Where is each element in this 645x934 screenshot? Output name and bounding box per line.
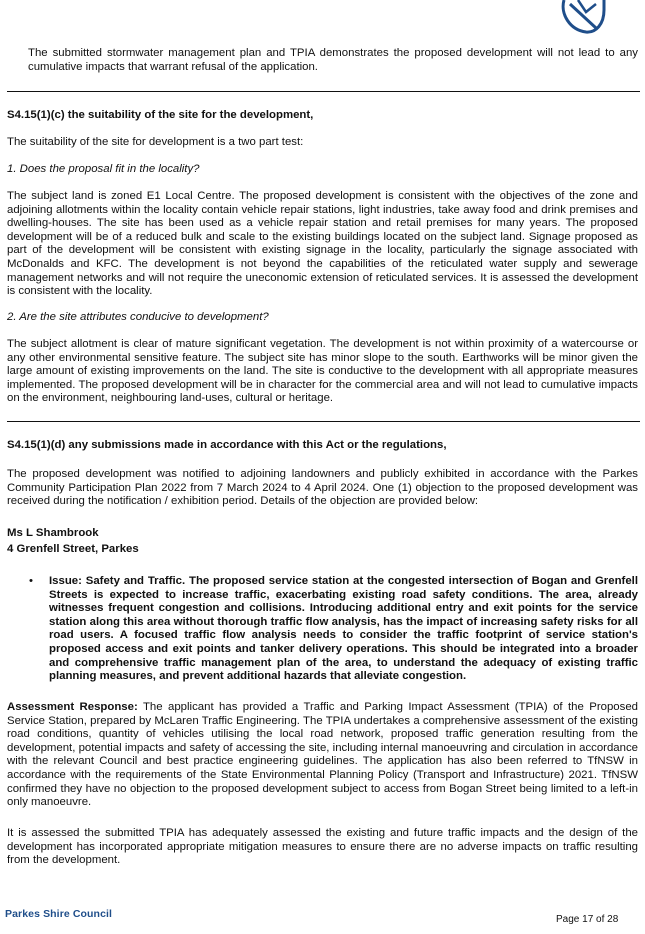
section-d-heading: S4.15(1)(d) any submissions made in accordance with this Act or the regulations, bbox=[7, 439, 447, 451]
answer-1: The subject land is zoned E1 Local Centre. The proposed development is consistent with the objectives of the zone and adjoining allotments within the locality contain vehicle repair stations, light industries, take away food and drink premises and dwelling-houses. The site has been used as a vehicle repair station and retail premises for many years. The proposed development will be of a reduced bulk and scale to the existing buildings located on the subject land. Signage proposed as part of the development will be consistent with existing signage in the locality, particularly the signage associated with McDonalds and KFC. The development is not beyond the capabilities of the reticulated water supply and sewerage management networks and will not require the uneconomic extension of reticulated services. It is assessed the development is consistent with the locality. bbox=[7, 190, 638, 298]
section-divider bbox=[7, 421, 640, 422]
submitter-address: 4 Grenfell Street, Parkes bbox=[7, 543, 139, 555]
issues-list bbox=[7, 575, 638, 684]
bullet-icon: • bbox=[29, 575, 33, 587]
section-c-lead: The suitability of the site for development is a two part test: bbox=[7, 136, 304, 148]
footer-council-name: Parkes Shire Council bbox=[5, 908, 113, 920]
intro-paragraph: The submitted stormwater management plan and TPIA demonstrates the proposed development will not lead to any cumulative impacts that warrant refusal of the application. bbox=[28, 47, 638, 73]
response-label: Assessment Response: bbox=[7, 701, 138, 713]
answer-2: The subject allotment is clear of mature significant vegetation. The development is not within proximity of a watercourse or any other environmental sensitive feature. The subject site has minor slope to the south. Earthworks will be minor given the large amount of existing improvements on the land. The site is conductive to the development with all appropriate measures implemented. The proposed development will be in character for the commercial area and will not lead to cumulative impacts on the environment, neighbouring land-uses, cultural or heritage. bbox=[7, 338, 638, 405]
section-divider bbox=[7, 91, 640, 92]
list-item: • Issue: Safety and Traffic. The proposed service station at the congested intersection of Bogan and Grenfell Streets is expected to increase traffic, exacerbating existing road safety conditions. The area, already witnesses frequent congestion and collisions. Introducing additional entry and exit points for the service station along this area without thorough traffic flow analysis, has the impact of increasing safety risks for all road users. A focused traffic flow analysis needs to consider the traffic footprint of service station's proposed access and exit points and tanker delivery operations. This should be integrated into a broader and comprehensive traffic management plan of the area, to understand the adequacy of existing traffic planning measures, and prevent additional hazards that alleviate congestion. bbox=[29, 575, 638, 683]
section-d-lead: The proposed development was notified to adjoining landowners and publicly exhibited in accordance with the Parkes Community Participation Plan 2022 from 7 March 2024 to 4 April 2024. One (1) objection to the proposed development was received during the notification / exhibition period. Details of the objection are provided below: bbox=[7, 468, 638, 508]
question-1: 1. Does the proposal fit in the locality? bbox=[7, 163, 200, 175]
page-number: Page 17 of 28 bbox=[556, 914, 619, 925]
council-logo-icon bbox=[556, 0, 608, 36]
assessment-response bbox=[7, 701, 638, 810]
response-text: The applicant has provided a Traffic and Parking Impact Assessment (TPIA) of the Proposed Service Station, prepared by McLaren Traffic Engineering. The TPIA undertakes a comprehensive assessment of the existing road conditions, quantity of vehicles utilising the local road network, proposed traffic generation resulting from the development, potential impacts and safety of accessing the site, including internal manoeuvring and circulation in accordance with the relevant Council and best practice engineering guidelines. The application has also been referred to TfNSW in accordance with the requirements of the State Environmental Planning Policy (Transport and Infrastructure) 2021. TfNSW confirmed they have no objection to the proposed development subject to access from Bogan Street being limited to a left-in only manoeuvre. bbox=[7, 701, 638, 809]
question-2: 2. Are the site attributes conducive to development? bbox=[7, 311, 269, 323]
conclusion-paragraph: It is assessed the submitted TPIA has adequately assessed the existing and future traffic impacts and the design of the development has incorporated appropriate mitigation measures to ensure there are no adverse impacts on traffic resulting from the development. bbox=[7, 827, 638, 867]
section-c-heading: S4.15(1)(c) the suitability of the site for the development, bbox=[7, 109, 314, 121]
submitter-name: Ms L Shambrook bbox=[7, 527, 99, 539]
